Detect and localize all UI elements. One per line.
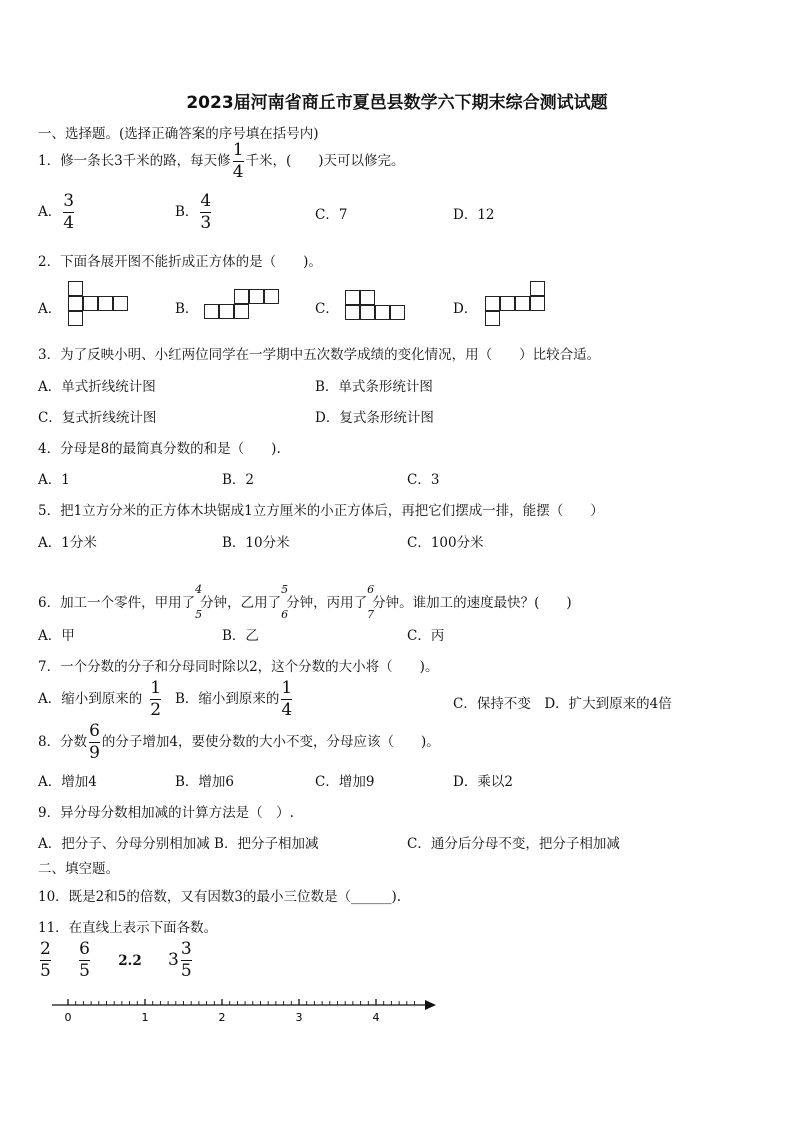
q1-option-d[interactable]: D．12 <box>453 207 495 223</box>
question-7: 7．一个分数的分子和分母同时除以2，这个分数的大小将（ )。 <box>38 659 439 675</box>
fraction-denominator: 4 <box>63 213 75 233</box>
q5-option-b[interactable]: B．10分米 <box>222 535 290 551</box>
question-6-fraction-2 <box>281 583 289 621</box>
number-line-labels <box>65 1011 380 1024</box>
fraction-numerator: 4 <box>200 191 212 211</box>
question-8-text-post: 的分子增加4，要使分数的大小不变，分母应该（ )。 <box>101 734 440 750</box>
number-line-ticks <box>68 999 415 1005</box>
q4-option-b[interactable]: B．2 <box>222 472 255 488</box>
question-10: 10．既是2和5的倍数，又有因数3的最小三位数是（______). <box>38 889 402 905</box>
fraction-denominator: 9 <box>89 743 100 763</box>
q6-option-b[interactable]: B．乙 <box>222 628 259 644</box>
q3-option-c[interactable]: C．复式折线统计图 <box>38 410 157 426</box>
question-11: 11．在直线上表示下面各数。 <box>38 920 218 936</box>
q1-option-c[interactable]: C．7 <box>315 207 348 223</box>
fraction-denominator: 6 <box>281 608 289 621</box>
tick-label: 3 <box>295 1011 303 1024</box>
fraction-denominator: 4 <box>232 162 244 182</box>
question-6-text-1: 6．加工一个零件，甲用了 <box>38 595 196 611</box>
q5-option-c[interactable]: C．100分米 <box>407 535 484 551</box>
question-6-fraction-1 <box>195 583 203 621</box>
question-2: 2．下面各展开图不能折成正方体的是（ )。 <box>38 254 322 270</box>
fraction-denominator: 7 <box>367 608 375 621</box>
mixed-fraction <box>181 941 192 980</box>
fraction-numerator: 5 <box>281 583 289 596</box>
section-heading-choice: 一、选择题。(选择正确答案的序号填在括号内) <box>38 126 319 142</box>
arrow-right-icon <box>425 1000 436 1010</box>
q2-option-a-label[interactable]: A． <box>38 301 62 317</box>
question-6-text-4: 分钟。谁加工的速度最快？( ) <box>372 595 572 611</box>
q11-fraction-2 <box>79 941 90 980</box>
q5-option-a[interactable]: A．1分米 <box>38 535 97 551</box>
q11-mixed-number <box>168 939 194 981</box>
question-1-text-post: 千米，( )天可以修完。 <box>245 153 405 169</box>
fraction-numerator: 1 <box>281 678 293 698</box>
fraction-denominator: 5 <box>40 961 51 981</box>
fraction-denominator: 4 <box>281 700 293 720</box>
q11-numbers <box>38 941 194 980</box>
question-4: 4．分母是8的最简真分数的和是（ ). <box>38 441 281 457</box>
q6-option-c[interactable]: C．丙 <box>407 628 445 644</box>
option-fraction <box>281 680 292 719</box>
question-8-text-pre: 8．分数 <box>38 734 88 750</box>
q7-option-a[interactable] <box>38 680 163 719</box>
option-label: A． <box>38 204 62 220</box>
option-fraction <box>63 193 74 232</box>
question-6-text-3: 分钟，丙用了 <box>286 595 368 611</box>
fraction-numerator: 6 <box>367 583 375 596</box>
q8-option-d[interactable]: D．乘以2 <box>453 774 513 790</box>
fraction-numerator: 1 <box>150 678 162 698</box>
option-label: B．缩小到原来的 <box>175 691 280 707</box>
fraction-numerator: 3 <box>180 939 192 959</box>
fraction-numerator: 6 <box>79 939 90 959</box>
q7-option-b[interactable] <box>175 680 294 719</box>
question-6-text-2: 分钟，乙用了 <box>200 595 282 611</box>
section-heading-fill: 二、填空题。 <box>38 861 119 877</box>
q3-option-d[interactable]: D．复式条形统计图 <box>315 410 434 426</box>
fraction-denominator: 5 <box>195 608 203 621</box>
mixed-whole: 3 <box>168 950 179 970</box>
fraction-denominator: 5 <box>180 961 192 981</box>
question-9: 9．异分母分数相加减的计算方法是（ ）. <box>38 805 294 821</box>
tick-label: 2 <box>218 1011 226 1024</box>
option-label: B． <box>175 204 199 220</box>
question-8 <box>38 723 440 762</box>
question-1-fraction <box>233 142 244 181</box>
tick-label: 0 <box>64 1011 72 1024</box>
number-line[interactable] <box>50 995 440 1027</box>
q2-option-d-label[interactable]: D． <box>453 301 478 317</box>
q2-option-b-label[interactable]: B． <box>175 301 199 317</box>
tick-label: 1 <box>141 1011 149 1024</box>
fraction-denominator: 3 <box>200 213 212 233</box>
q3-option-b[interactable]: B．单式条形统计图 <box>315 379 433 395</box>
q4-option-c[interactable]: C．3 <box>407 472 440 488</box>
fraction-numerator: 6 <box>89 721 100 741</box>
page-title: 2023届河南省商丘市夏邑县数学六下期末综合测试试题 <box>186 93 608 113</box>
q9-option-a-b[interactable]: A．把分子、分母分别相加减 B．把分子相加减 <box>38 836 319 852</box>
fraction-denominator: 2 <box>150 700 162 720</box>
question-1 <box>38 142 405 181</box>
question-1-text-pre: 1．修一条长3千米的路，每天修 <box>38 153 231 169</box>
q6-option-a[interactable]: A．甲 <box>38 628 75 644</box>
fraction-numerator: 3 <box>63 191 75 211</box>
fraction-numerator: 2 <box>40 939 51 959</box>
q8-option-a[interactable]: A．增加4 <box>38 774 97 790</box>
q11-fraction-1 <box>40 941 51 980</box>
option-label: A．缩小到原来的 <box>38 691 143 707</box>
q9-option-c[interactable]: C．通分后分母不变，把分子相加减 <box>407 836 620 852</box>
q11-decimal: 2.2 <box>118 952 142 969</box>
question-8-fraction <box>89 723 100 762</box>
fraction-denominator: 5 <box>79 961 90 981</box>
q8-option-c[interactable]: C．增加9 <box>315 774 375 790</box>
q2-option-c-label[interactable]: C． <box>315 301 339 317</box>
question-5: 5．把1立方分米的正方体木块锯成1立方厘米的小正方体后，再把它们摆成一排，能摆（ ） <box>38 503 604 519</box>
tick-label: 4 <box>372 1011 380 1024</box>
question-6 <box>38 583 572 621</box>
q8-option-b[interactable]: B．增加6 <box>175 774 235 790</box>
option-fraction <box>150 680 161 719</box>
q7-option-c-d[interactable]: C．保持不变 D．扩大到原来的4倍 <box>453 696 672 712</box>
question-6-fraction-3 <box>367 583 375 621</box>
option-fraction <box>200 193 211 232</box>
q1-option-b[interactable] <box>175 193 213 232</box>
q1-option-a[interactable] <box>38 193 76 232</box>
q3-option-a[interactable]: A．单式折线统计图 <box>38 379 156 395</box>
fraction-numerator: 4 <box>195 583 203 596</box>
question-3: 3．为了反映小明、小红两位同学在一学期中五次数学成绩的变化情况，用（ ）比较合适。 <box>38 347 601 363</box>
fraction-numerator: 1 <box>232 140 244 160</box>
q4-option-a[interactable]: A．1 <box>38 472 70 488</box>
